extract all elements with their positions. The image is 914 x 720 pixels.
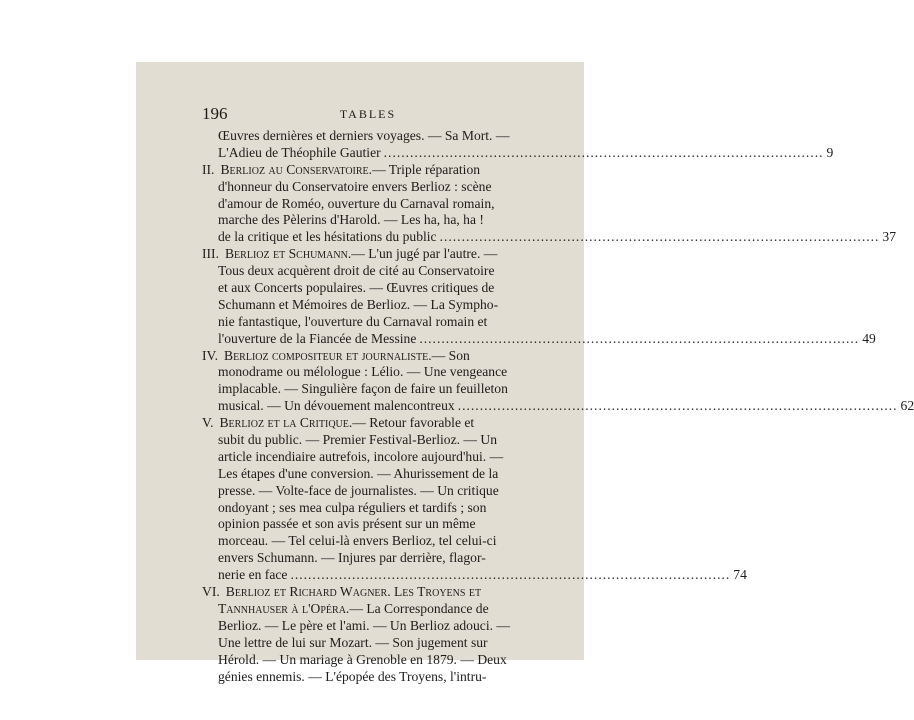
toc-line [202, 348, 534, 365]
toc-line [202, 128, 534, 145]
toc-line [202, 280, 534, 297]
toc-line-text: envers Schumann. — Injures par derrière, flagor- [218, 550, 486, 566]
dot-leader: .................................................................................................... [290, 567, 731, 583]
toc-line-text: Schumann et Mémoires de Berlioz. — La Sympho- [218, 296, 499, 312]
toc-line-text: musical. — Un dévouement malencontreux [218, 398, 455, 414]
toc-line-text: Hérold. — Un mariage à Grenoble en 1879. — Deux [218, 651, 507, 667]
toc-entry [202, 246, 876, 347]
toc-line [202, 432, 534, 449]
toc-line-text: presse. — Volte-face de journalistes. — Un critique [218, 482, 499, 498]
toc-line [202, 364, 534, 381]
toc-line [202, 246, 534, 263]
dot-leader: .................................................................................................... [457, 398, 898, 414]
toc-line-text: — L'un jugé par l'autre. — [351, 246, 498, 262]
toc-line-text: Berlioz. — Le père et l'ami. — Un Berlioz adouci. — [218, 617, 510, 633]
toc-line [202, 415, 534, 432]
toc-line [202, 466, 534, 483]
toc-line-text: — Son [431, 347, 470, 363]
toc-line-text: Tous deux acquèrent droit de cité au Conservatoire [218, 263, 495, 279]
page-ref: 49 [862, 330, 876, 346]
toc-line [202, 263, 534, 280]
chapter-title: Berlioz au Conservatoire. [220, 161, 373, 177]
toc-line [202, 179, 534, 196]
toc-line-text: opinion passée et son avis présent sur un même [218, 516, 476, 532]
toc-line-text: subit du public. — Premier Festival-Berlioz. — Un [218, 432, 498, 448]
toc-line-text: monodrame ou mélologue : Lélio. — Une vengeance [218, 364, 508, 380]
page-ref: 62 [900, 398, 914, 414]
toc-line [202, 449, 534, 466]
toc-line [202, 196, 534, 213]
toc-line [202, 500, 534, 517]
toc-line [202, 314, 534, 331]
toc-entry [202, 584, 534, 685]
chapter-numeral: III. [202, 246, 219, 262]
toc-line-text: de la critique et les hésitations du public [218, 229, 437, 245]
toc-line [202, 330, 876, 348]
toc-line-text: génies ennemis. — L'épopée des Troyens, l'intru- [218, 668, 487, 684]
toc-line-text: — Retour favorable et [352, 415, 475, 431]
page-ref: 74 [733, 567, 747, 583]
running-title: TABLES [339, 107, 397, 121]
toc-line-text: implacable. — Singulière façon de faire un feuilleton [218, 381, 508, 397]
dot-leader: .................................................................................................... [419, 330, 860, 346]
toc-entry [202, 161, 897, 246]
toc-line [202, 297, 534, 314]
toc-line [202, 483, 534, 500]
toc-entry [202, 415, 747, 584]
toc-line-text: Une lettre de lui sur Mozart. — Son jugement sur [218, 634, 488, 650]
toc-line [202, 618, 534, 635]
chapter-title: Berlioz et Schumann. [224, 246, 352, 262]
toc-line [202, 381, 534, 398]
toc-line [202, 212, 534, 229]
page-number: 196 [202, 104, 228, 123]
toc-line [202, 162, 534, 179]
table-of-contents [202, 128, 914, 685]
page-ref: 37 [882, 229, 897, 245]
toc-line-text: — La Correspondance de [349, 600, 489, 616]
chapter-title: Berlioz et Richard Wagner. Les Troyens et [225, 584, 482, 600]
toc-line-text: d'honneur du Conservatoire envers Berlioz : scène [218, 178, 492, 194]
book-page [136, 62, 914, 684]
toc-line [202, 635, 534, 652]
toc-line-text: article incendiaire autrefois, incolore aujourd'hui. — [218, 448, 504, 464]
toc-line-text: marche des Pèlerins d'Harold. — Les ha, ha, ha ! [218, 212, 484, 228]
chapter-title-continued: Tannhauser à l'Opéra. [218, 600, 350, 616]
dot-leader: .................................................................................................... [383, 144, 824, 160]
toc-line [202, 567, 747, 584]
toc-line-text: Œuvres dernières et derniers voyages. — Sa Mort. — [218, 128, 510, 143]
toc-line-text: nie fantastique, l'ouverture du Carnaval romain et [218, 313, 488, 329]
toc-line-text: nerie en face [218, 567, 288, 583]
toc-line [202, 229, 897, 246]
toc-line-text: Les étapes d'une conversion. — Ahurissement de la [218, 465, 499, 481]
chapter-numeral: V. [202, 415, 214, 431]
toc-line-text: et aux Concerts populaires. — Œuvres critiques de [218, 280, 495, 296]
toc-line [202, 669, 534, 686]
toc-line-text: l'ouverture de la Fiancée de Messine [218, 330, 417, 346]
toc-line [202, 601, 534, 618]
chapter-title: Berlioz et la Critique. [219, 415, 353, 431]
toc-line [202, 584, 534, 601]
toc-line-text: d'amour de Roméo, ouverture du Carnaval romain, [218, 195, 495, 211]
page-ref: 9 [826, 144, 834, 160]
toc-line-text: — Triple réparation [372, 161, 481, 177]
chapter-numeral: VI. [202, 584, 220, 600]
toc-entry [202, 347, 914, 416]
chapter-numeral: II. [202, 161, 215, 177]
toc-line [202, 652, 534, 669]
toc-line-text: L'Adieu de Théophile Gautier [218, 144, 381, 160]
page-header [202, 104, 534, 124]
chapter-title: Berlioz compositeur et journaliste. [224, 347, 432, 363]
toc-line [202, 144, 834, 162]
toc-line [202, 516, 534, 533]
chapter-numeral: IV. [202, 347, 218, 363]
toc-line [202, 533, 534, 550]
toc-line-text: ondoyant ; ses mea culpa réguliers et tardifs ; son [218, 499, 487, 515]
toc-line [202, 398, 914, 415]
dot-leader: .................................................................................................... [439, 229, 880, 245]
toc-line [202, 550, 534, 567]
toc-line-text: morceau. — Tel celui-là envers Berlioz, tel celui-ci [218, 533, 497, 549]
toc-entry [202, 128, 834, 162]
